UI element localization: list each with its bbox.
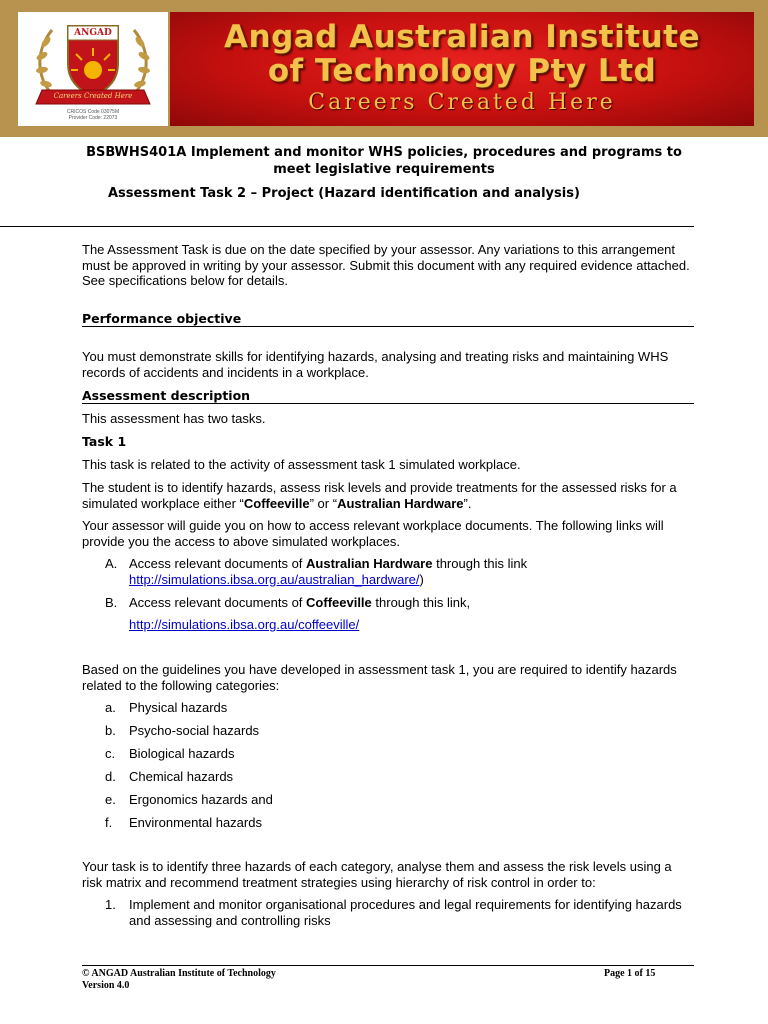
numbered-item-1: Implement and monitor organisational procedures and legal requirements for identifying hazards and assessing and controlling risks <box>129 897 682 928</box>
task-title: Assessment Task 2 – Project (Hazard identification and analysis) <box>108 186 580 201</box>
footer-copyright: © ANGAD Australian Institute of Technology <box>82 968 276 979</box>
category-marker: a. <box>105 700 116 715</box>
title-divider <box>0 226 694 227</box>
category-marker: f. <box>105 815 113 830</box>
institute-logo <box>18 12 168 126</box>
category-environmental: Environmental hazards <box>129 815 262 830</box>
your-task-paragraph: Your task is to identify three hazards of each category, analyse them and assess the risk levels using a risk matrix and recommend treatment strategies using hierarchy of risk control in order to: <box>82 859 672 890</box>
intro-paragraph: The Assessment Task is due on the date specified by your assessor. Any variations to this arrangement must be approved in writing by your assessor. Submit this document with any required evidence attached. See specifications below for details. <box>82 242 690 288</box>
footer-divider <box>82 965 694 966</box>
logo-ribbon-text: Careers Created Here <box>53 92 133 100</box>
coffeeville-name: Coffeeville <box>243 495 310 511</box>
assessment-description-text: This assessment has two tasks. <box>82 411 266 426</box>
task1-paragraph-2: The student is to identify hazards, assess risk levels and provide treatments for the assessed risks for a simulated workplace either “Coffeeville” or “Australian Hardware”. <box>82 480 677 511</box>
category-ergonomics: Ergonomics hazards and <box>129 792 273 807</box>
logo-badge-text: ANGAD <box>74 28 112 38</box>
australian-hardware-name: Australian Hardware <box>337 495 464 511</box>
unit-title-line1: BSBWHS401A Implement and monitor WHS policies, procedures and programs to <box>86 145 682 160</box>
coffeeville-link[interactable]: http://simulations.ibsa.org.au/coffeeville/ <box>129 617 360 632</box>
institute-name-line2: of Technology Pty Ltd <box>267 53 657 89</box>
institute-tagline: Careers Created Here <box>308 90 616 115</box>
link-item-coffeeville: Access relevant documents of Coffeeville through this link, <box>129 595 471 610</box>
footer-version: Version 4.0 <box>82 980 130 991</box>
performance-objective-text: You must demonstrate skills for identifying hazards, analysing and treating risks and maintaining WHS records of accidents and incidents in a workplace. <box>82 349 669 380</box>
category-biological: Biological hazards <box>129 746 235 761</box>
unit-title-line2: meet legislative requirements <box>273 162 495 177</box>
provider-code: Provider Code: 22073 <box>68 115 118 121</box>
performance-objective-heading: Performance objective <box>82 311 242 326</box>
footer-page-number: Page 1 of 15 <box>604 968 656 979</box>
category-psycho-social: Psycho-social hazards <box>129 723 260 738</box>
institute-banner <box>170 12 754 126</box>
link-item-marker: A. <box>105 556 118 571</box>
category-marker: b. <box>105 723 116 738</box>
guidelines-paragraph: Based on the guidelines you have developed in assessment task 1, you are required to identify hazards related to the following categories: <box>82 662 677 693</box>
link-item-australian-hardware: Access relevant documents of Australian Hardware through this link http://simulations.ibsa.org.au/australian_hardware/) <box>129 556 528 587</box>
institute-name-line1: Angad Australian Institute <box>224 19 700 55</box>
category-marker: e. <box>105 792 116 807</box>
task1-paragraph-3: Your assessor will guide you on how to access relevant workplace documents. The following links will provide you the access to above simulated workplaces. <box>82 518 664 549</box>
task1-paragraph-1: This task is related to the activity of assessment task 1 simulated workplace. <box>82 457 521 472</box>
numbered-marker: 1. <box>105 897 116 912</box>
cricos-code: CRICOS Code 03075M <box>66 109 120 115</box>
category-marker: c. <box>105 746 116 761</box>
assessment-description-heading: Assessment description <box>82 388 251 403</box>
category-physical: Physical hazards <box>129 700 228 715</box>
category-chemical: Chemical hazards <box>129 769 234 784</box>
header-banner <box>0 0 768 137</box>
australian-hardware-link[interactable]: http://simulations.ibsa.org.au/australian_hardware/ <box>129 571 420 587</box>
link-item-marker: B. <box>105 595 118 610</box>
category-marker: d. <box>105 769 116 784</box>
description-divider <box>82 403 694 404</box>
performance-divider <box>82 326 694 327</box>
task1-heading: Task 1 <box>82 434 127 449</box>
